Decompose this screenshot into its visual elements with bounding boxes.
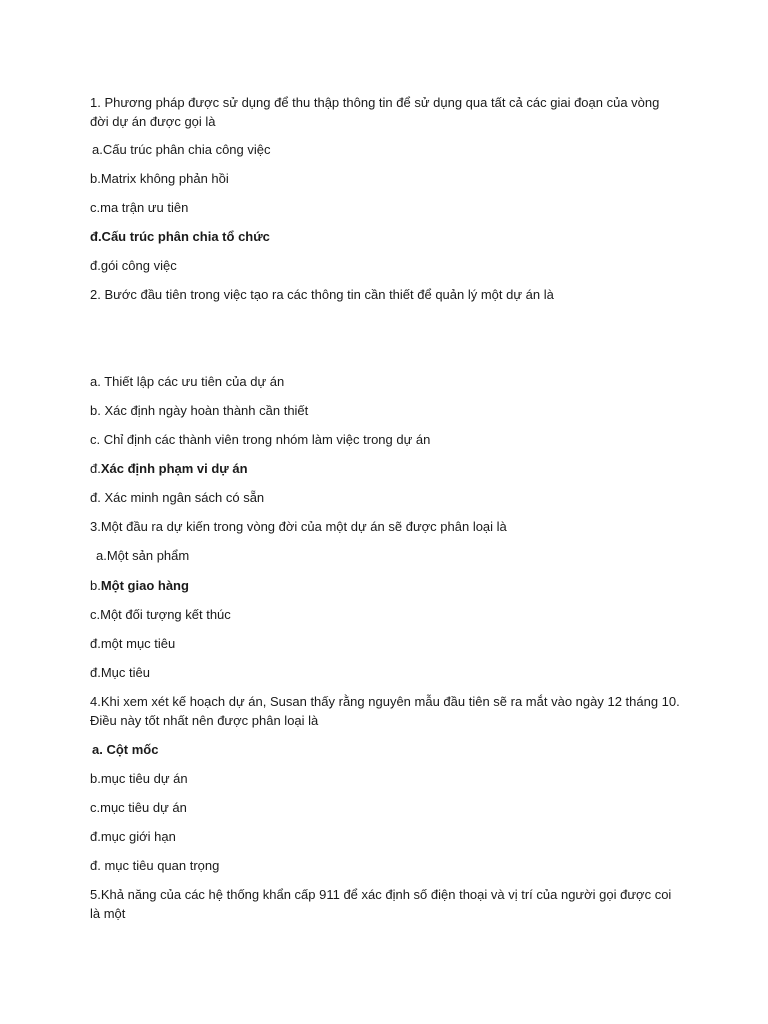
question-1-option-a: a.Cấu trúc phân chia công việc <box>92 142 271 157</box>
question-3-option-a: a.Một sản phẩm <box>96 548 190 563</box>
question-5-text: 5.Khả năng của các hệ thống khẩn cấp 911 để xác định số điện thoại và vị trí của người gọi được coi là một <box>90 887 672 921</box>
question-4-option-b: b.mục tiêu dự án <box>90 771 188 786</box>
question-4-option-d: đ.mục giới hạn <box>90 829 176 844</box>
question-1-text: 1. Phương pháp được sử dụng để thu thập thông tin để sử dụng qua tất cả các giai đoạn của vòng đời dự án được gọi là <box>90 95 660 129</box>
question-2-text: 2. Bước đầu tiên trong việc tạo ra các thông tin cần thiết để quản lý một dự án là <box>90 287 554 302</box>
question-2-option-d-label: Xác định phạm vi dự án <box>100 461 248 476</box>
question-2-option-e: đ. Xác minh ngân sách có sẵn <box>90 490 265 505</box>
question-1-option-b: b.Matrix không phản hồi <box>90 171 229 186</box>
question-2-option-d-answer <box>90 459 680 478</box>
question-3-option-b-answer <box>90 576 680 595</box>
question-2-option-b: b. Xác định ngày hoàn thành cần thiết <box>90 403 309 418</box>
question-2-option-a: a. Thiết lập các ưu tiên của dự án <box>90 374 285 389</box>
question-1-option-d-answer: đ.Cấu trúc phân chia tổ chức <box>90 229 270 244</box>
question-4-option-a-answer: a. Cột mốc <box>92 742 159 757</box>
question-2-option-d-prefix: đ. <box>90 461 101 476</box>
question-4-text: 4.Khi xem xét kế hoạch dự án, Susan thấy rằng nguyên mẫu đầu tiên sẽ ra mắt vào ngày 12 tháng 10. Điều này tốt nhất nên được phân loại là <box>90 694 680 728</box>
question-1-option-c: c.ma trận ưu tiên <box>90 200 189 215</box>
question-3-option-b-label: Một giao hàng <box>100 578 189 593</box>
question-4-option-e: đ. mục tiêu quan trọng <box>90 858 220 873</box>
question-3-option-e: đ.Mục tiêu <box>90 665 150 680</box>
question-4-option-c: c.mục tiêu dự án <box>90 800 187 815</box>
question-3-text: 3.Một đầu ra dự kiến trong vòng đời của một dự án sẽ được phân loại là <box>90 519 507 534</box>
question-3-option-b-prefix: b. <box>90 578 101 593</box>
question-1-option-e: đ.gói công việc <box>90 258 177 273</box>
question-2-option-c: c. Chỉ định các thành viên trong nhóm làm việc trong dự án <box>90 432 431 447</box>
question-3-option-c: c.Một đối tượng kết thúc <box>90 607 231 622</box>
question-3-option-d: đ.một mục tiêu <box>90 636 176 651</box>
